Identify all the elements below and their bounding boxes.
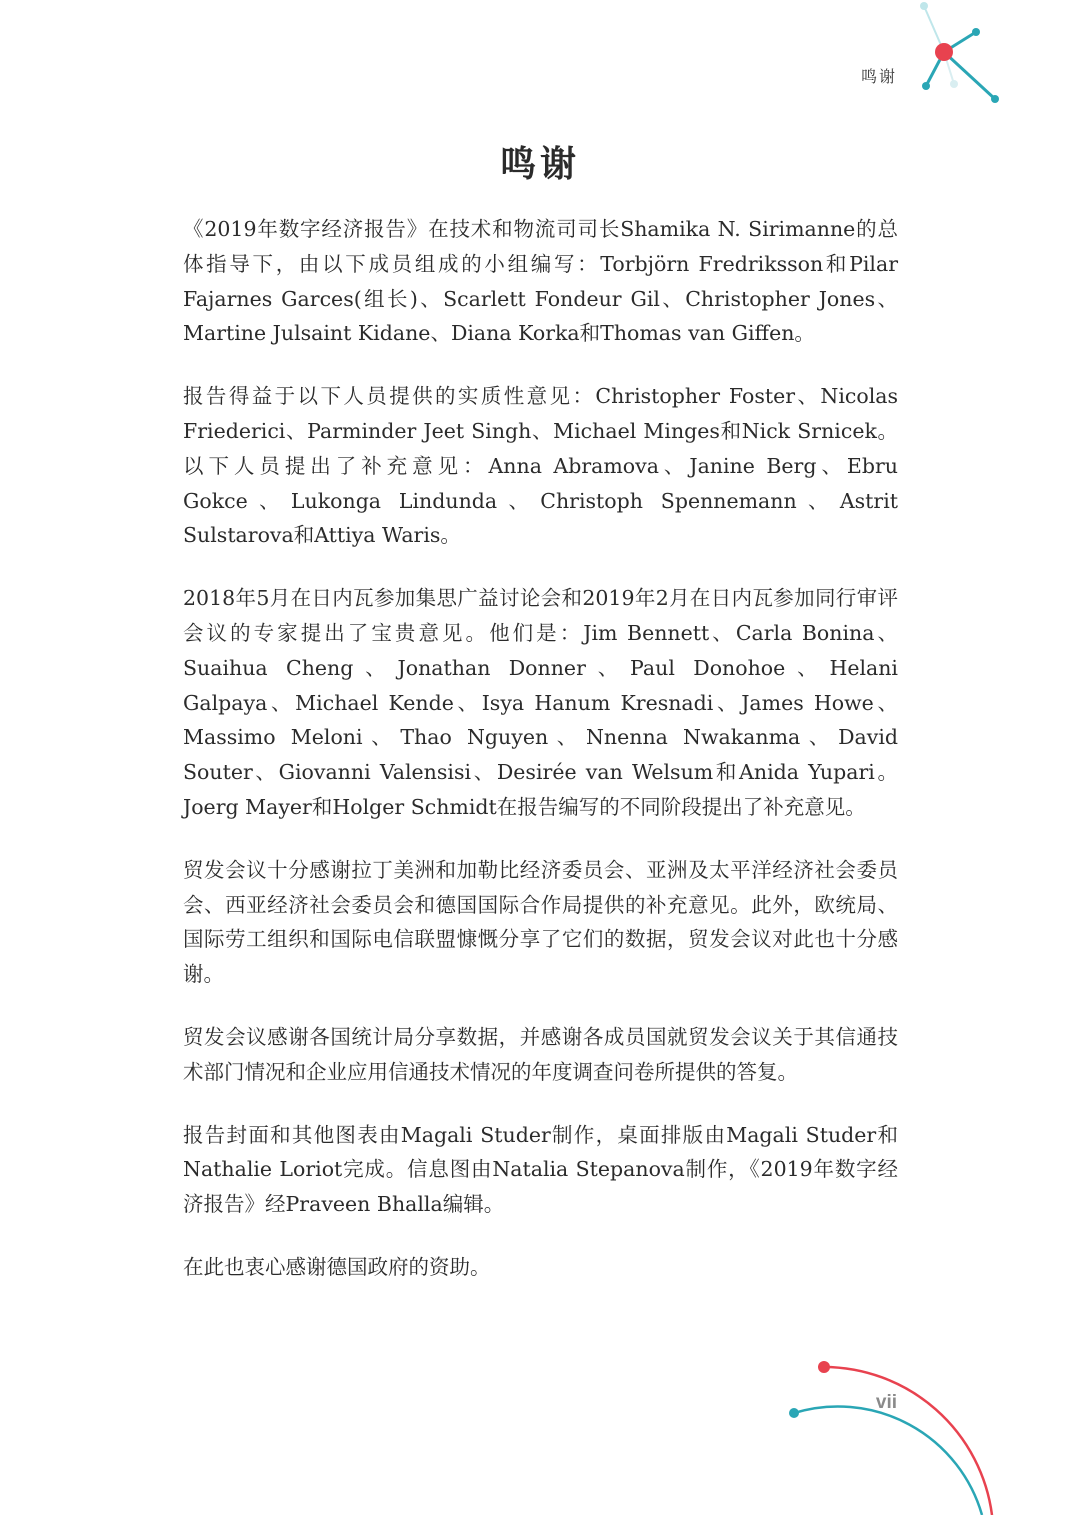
page-number: vii	[875, 1392, 897, 1413]
paragraph-statistics-offices: 贸发会议感谢各国统计局分享数据，并感谢各成员国就贸发会议关于其信通技术部门情况和企业应用信通技术情况的年度调查问卷所提供的答复。	[183, 1024, 898, 1084]
page-title: 鸣谢	[499, 143, 580, 185]
network-node-decoration	[900, 0, 1020, 120]
arc-decoration	[770, 1340, 1020, 1515]
paragraph-design-editing: 报告封面和其他图表由Magali Studer制作，桌面排版由Magali Studer和Nathalie Loriot完成。信息图由Natalia Stepanova制作，《2019年数字经济报告》经Praveen Bhalla编辑。	[183, 1122, 898, 1217]
paragraph-commissions: 贸发会议十分感谢拉丁美洲和加勒比经济委员会、亚洲及太平洋经济社会委员会、西亚经济社会委员会和德国国际合作局提供的补充意见。此外，欧统局、国际劳工组织和国际电信联盟慷慨分享了它们的数据，贸发会议对此也十分感谢。	[183, 857, 898, 987]
paragraph-substantive-comments: 报告得益于以下人员提供的实质性意见：Christopher Foster、Nicolas Friederici、Parminder Jeet Singh、Michael Minges和Nick Srnicek。以下人员提出了补充意见：Anna Abramova、Janine Berg、Ebru Gokce、Lukonga Lindunda、Christoph Spennemann、Astrit Sulstarova和Attiya Waris。	[183, 384, 898, 548]
paragraph-funding: 在此也衷心感谢德国政府的资助。	[183, 1254, 491, 1279]
acknowledgements-body	[183, 212, 898, 1313]
paragraph-authors: 《2019年数字经济报告》在技术和物流司司长Shamika N. Sirimanne的总体指导下，由以下成员组成的小组编写：Torbjörn Fredriksson和Pilar Fajarnes Garces(组长)、Scarlett Fondeur Gil、Christopher Jones、Martine Julsaint Kidane、Diana Korka和Thomas van Giffen。	[183, 217, 898, 346]
paragraph-expert-meeting: 2018年5月在日内瓦参加集思广益讨论会和2019年2月在日内瓦参加同行审评会议的专家提出了宝贵意见。他们是：Jim Bennett、Carla Bonina、Suaihua Cheng、Jonathan Donner、Paul Donohoe、Helani Galpaya、Michael Kende、Isya Hanum Kresnadi、James Howe、Massimo Meloni、Thao Nguyen、Nnenna Nwakanma、David Souter、Giovanni Valensisi、Desirée van Welsum和Anida Yupari。Joerg Mayer和Holger Schmidt在报告编写的不同阶段提出了补充意见。	[183, 586, 898, 819]
running-header: 鸣谢	[860, 67, 897, 86]
